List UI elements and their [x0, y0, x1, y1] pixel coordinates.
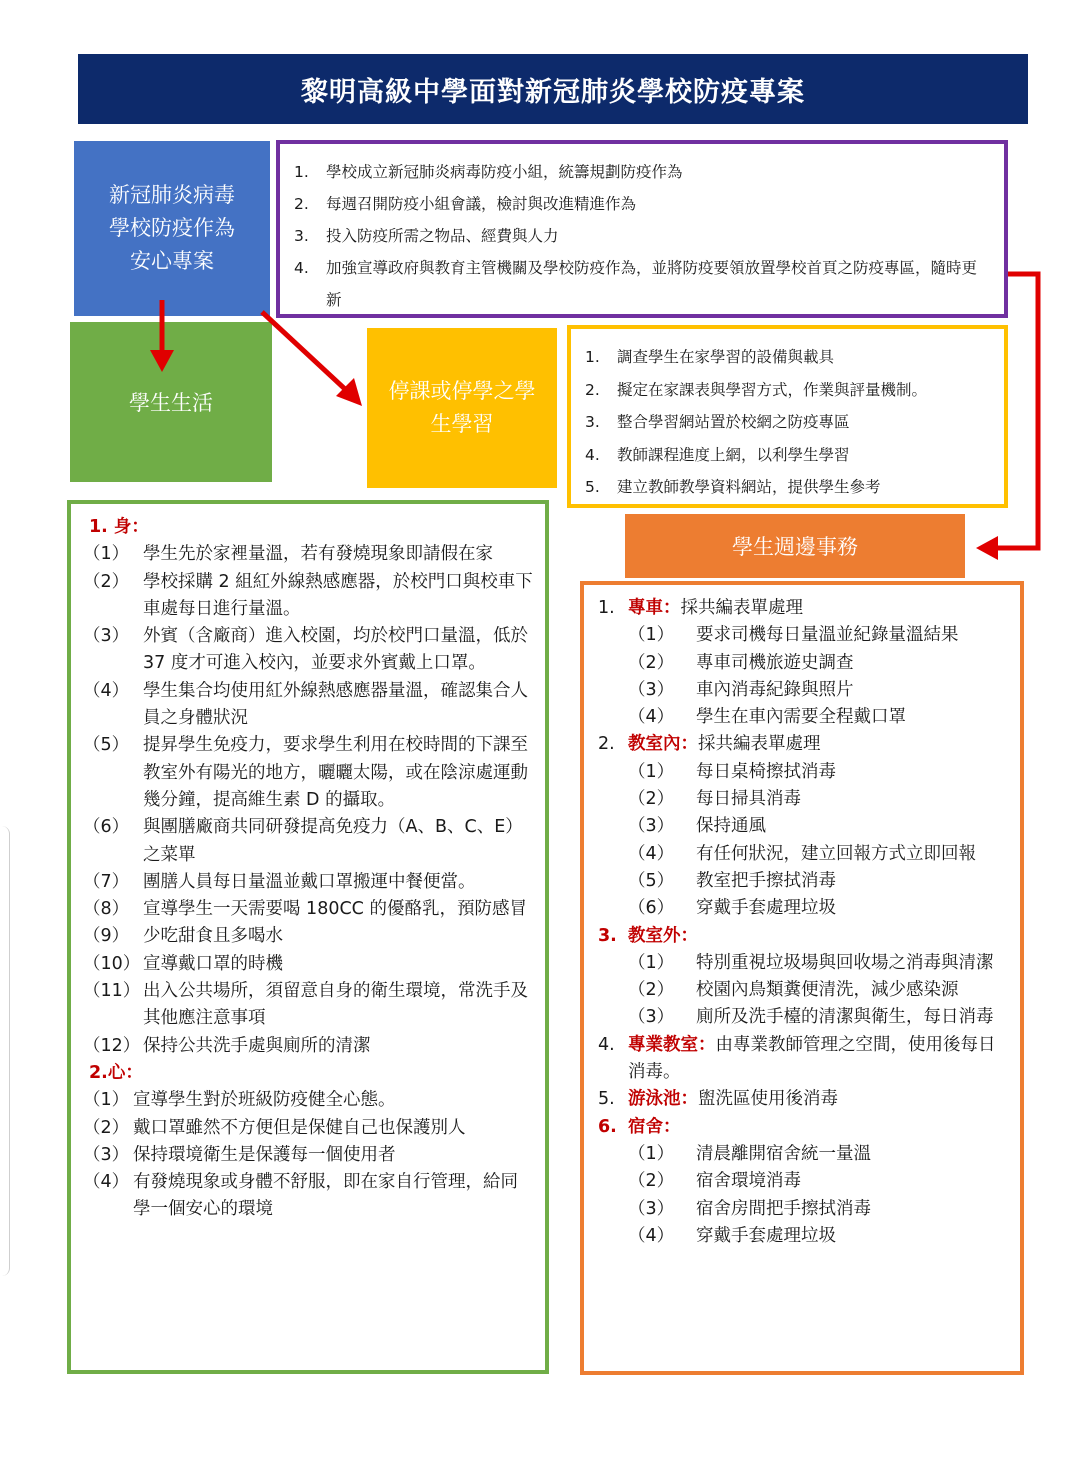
item-text: 每日桌椅擦拭消毒 — [696, 761, 836, 782]
arrow-to-remote-learning — [262, 312, 362, 406]
item-text: 清晨離開宿舍統一量溫 — [696, 1143, 871, 1164]
section-heading: 游泳池： — [628, 1089, 698, 1110]
section-number: 2. — [598, 734, 615, 755]
item-text: 每日掃具消毒 — [696, 789, 801, 810]
item-number: （6） — [628, 898, 675, 919]
item-number: （3） — [628, 1007, 675, 1028]
section-heading: 教室外： — [628, 925, 698, 946]
item-number: （4） — [628, 707, 675, 728]
item-text: 少吃甜食且多喝水 — [143, 926, 283, 947]
item-number: （1） — [83, 544, 130, 565]
item-number: 2. — [294, 195, 309, 213]
item-number: 5. — [585, 478, 600, 496]
item-text: 特別重視垃圾場與回收場之消毒與清潔 — [696, 952, 994, 973]
item-number: （3） — [628, 679, 675, 700]
item-text: 擬定在家課表與學習方式，作業與評量機制。 — [617, 380, 928, 399]
section-description: 由專業教師管理之空間，使用後每日消毒。 — [628, 1034, 996, 1083]
main-topic-line: 安心專案 — [130, 249, 214, 273]
scroll-edge-indicator — [0, 826, 10, 1276]
item-text: 保持通風 — [696, 816, 766, 837]
item-number: （4） — [628, 1225, 675, 1246]
item-text: 外賓（含廠商）進入校園，均於校門口量溫，低於 37 度才可進入校內，並要求外賓戴上口罩。 — [143, 626, 528, 674]
item-text: 宣導學生對於班級防疫健全心態。 — [133, 1090, 396, 1111]
item-text: 加強宣導政府與教育主管機關及學校防疫作為，並將防疫要領放置學校首頁之防疫專區，隨時更新 — [326, 259, 978, 309]
item-text: 學生集合均使用紅外線熱感應器量溫，確認集合人員之身體狀況 — [143, 680, 528, 729]
item-text: 學校採購 2 組紅外線熱感應器，於校門口與校車下車處每日進行量溫。 — [143, 571, 533, 619]
item-number: （2） — [628, 1171, 675, 1192]
item-text: 提昇學生免疫力，要求學生利用在校時間的下課至教室外有陽光的地方，曬曬太陽，或在陰涼處運動幾分鐘，提高維生素 D 的攝取。 — [143, 735, 528, 810]
item-number: （12） — [83, 1035, 141, 1056]
item-text: 宿舍環境消毒 — [696, 1171, 801, 1192]
item-number: （5） — [628, 870, 675, 891]
item-text: 調查學生在家學習的設備與載具 — [617, 348, 835, 366]
item-text: 建立教師教學資料網站，提供學生參考 — [617, 478, 881, 496]
item-text: 宿舍房間把手擦拭消毒 — [696, 1198, 871, 1219]
item-text: 投入防疫所需之物品、經費與人力 — [326, 227, 559, 245]
item-number: （7） — [83, 871, 130, 892]
remote-learning-line: 生學習 — [430, 412, 494, 436]
section-number: 1. — [598, 598, 615, 618]
mind-section-heading: 2.心： — [89, 1062, 143, 1083]
item-text: 每週召開防疫小組會議，檢討與改進精進作為 — [326, 195, 637, 213]
item-number: 3. — [294, 227, 309, 245]
student-life-label: 學生生活 — [129, 391, 213, 415]
item-text: 穿戴手套處理垃圾 — [696, 898, 836, 919]
remote-learning-line: 停課或停學之學 — [388, 379, 536, 403]
item-text: 出入公共場所，須留意自身的衛生環境，常洗手及其他應注意事項 — [143, 981, 528, 1029]
item-text: 保持環境衛生是保護每一個使用者 — [133, 1144, 396, 1165]
item-text: 宣導學生一天需要喝 180CC 的優酪乳，預防感冒 — [143, 899, 527, 920]
item-number: （1） — [628, 1143, 675, 1164]
item-number: 1. — [585, 348, 600, 366]
arrow-down-to-student-life — [150, 300, 174, 372]
item-number: （3） — [628, 1198, 675, 1219]
item-text: 校園內鳥類糞便清洗，減少感染源 — [696, 980, 959, 1001]
item-number: 2. — [585, 380, 600, 399]
item-number: （8） — [83, 899, 130, 920]
section-heading: 教室內： — [628, 734, 698, 755]
item-number: （9） — [83, 926, 130, 947]
item-text: 要求司機每日量溫並紀錄量溫結果 — [696, 625, 959, 646]
section-number: 3. — [598, 925, 617, 946]
item-number: （2） — [628, 789, 675, 810]
item-text: 車內消毒紀錄與照片 — [696, 679, 854, 700]
item-number: （1） — [628, 625, 675, 646]
section-number: 4. — [598, 1034, 615, 1055]
item-text: 廁所及洗手檯的清潔與衛生，每日消毒 — [696, 1007, 994, 1028]
item-number: （11） — [83, 981, 141, 1002]
item-number: 4. — [294, 259, 309, 277]
item-number: 4. — [585, 445, 600, 464]
item-text: 保持公共洗手處與廁所的清潔 — [143, 1035, 371, 1056]
body-section-heading: 1. 身： — [89, 517, 149, 537]
item-text: 宣導戴口罩的時機 — [143, 953, 283, 974]
item-text: 學生先於家裡量溫，若有發燒現象即請假在家 — [143, 544, 493, 565]
main-topic-line: 新冠肺炎病毒 — [109, 183, 235, 207]
item-number: （3） — [83, 626, 130, 647]
section-description: 盥洗區使用後消毒 — [698, 1089, 838, 1110]
item-number: （3） — [83, 1144, 130, 1165]
item-number: （1） — [628, 761, 675, 782]
section-heading: 專業教室： — [628, 1034, 716, 1055]
item-number: （4） — [83, 680, 130, 701]
item-number: （2） — [83, 571, 130, 592]
item-text: 戴口罩雖然不方便但是保健自己也保護別人 — [133, 1117, 466, 1138]
section-heading: 宿舍： — [628, 1116, 681, 1137]
item-text: 團膳人員每日量溫並戴口罩搬運中餐便當。 — [143, 871, 476, 892]
section-heading: 專車： — [628, 598, 681, 618]
item-number: （1） — [83, 1090, 130, 1111]
page-title: 黎明高級中學面對新冠肺炎學校防疫專案 — [78, 54, 1028, 124]
item-number: （3） — [628, 816, 675, 837]
item-text: 專車司機旅遊史調查 — [696, 652, 854, 673]
item-text: 學校成立新冠肺炎病毒防疫小組，統籌規劃防疫作為 — [326, 163, 683, 181]
item-number: （5） — [83, 735, 130, 756]
item-number: （2） — [628, 652, 675, 673]
main-topic-line: 學校防疫作為 — [109, 216, 235, 240]
item-number: （1） — [628, 952, 675, 973]
arrow-to-peripheral-affairs — [976, 274, 1038, 560]
item-text: 有發燒現象或身體不舒服，即在家自行管理，給同學一個安心的環境 — [133, 1172, 518, 1220]
item-number: （2） — [628, 980, 675, 1001]
item-text: 與團膳廠商共同研發提高免疫力（A、B、C、E）之菜單 — [143, 817, 523, 865]
item-number: （10） — [83, 953, 141, 974]
item-text: 教師課程進度上網，以利學生學習 — [617, 445, 850, 464]
item-number: （2） — [83, 1117, 130, 1138]
item-text: 整合學習網站置於校網之防疫專區 — [617, 413, 850, 431]
item-text: 教室把手擦拭消毒 — [696, 870, 836, 891]
item-number: （4） — [628, 843, 675, 864]
item-text: 學生在車內需要全程戴口罩 — [696, 707, 906, 728]
peripheral-affairs-label: 學生週邊事務 — [732, 535, 858, 559]
section-description: 採共編表單處理 — [680, 598, 803, 618]
item-number: （6） — [83, 817, 130, 838]
item-text: 有任何狀況，建立回報方式立即回報 — [696, 843, 976, 864]
section-description: 採共編表單處理 — [698, 734, 821, 755]
item-number: 3. — [585, 413, 600, 431]
item-text: 穿戴手套處理垃圾 — [696, 1225, 836, 1246]
item-number: （4） — [83, 1172, 130, 1193]
section-number: 6. — [598, 1116, 617, 1137]
section-number: 5. — [598, 1089, 615, 1110]
item-number: 1. — [294, 163, 309, 181]
